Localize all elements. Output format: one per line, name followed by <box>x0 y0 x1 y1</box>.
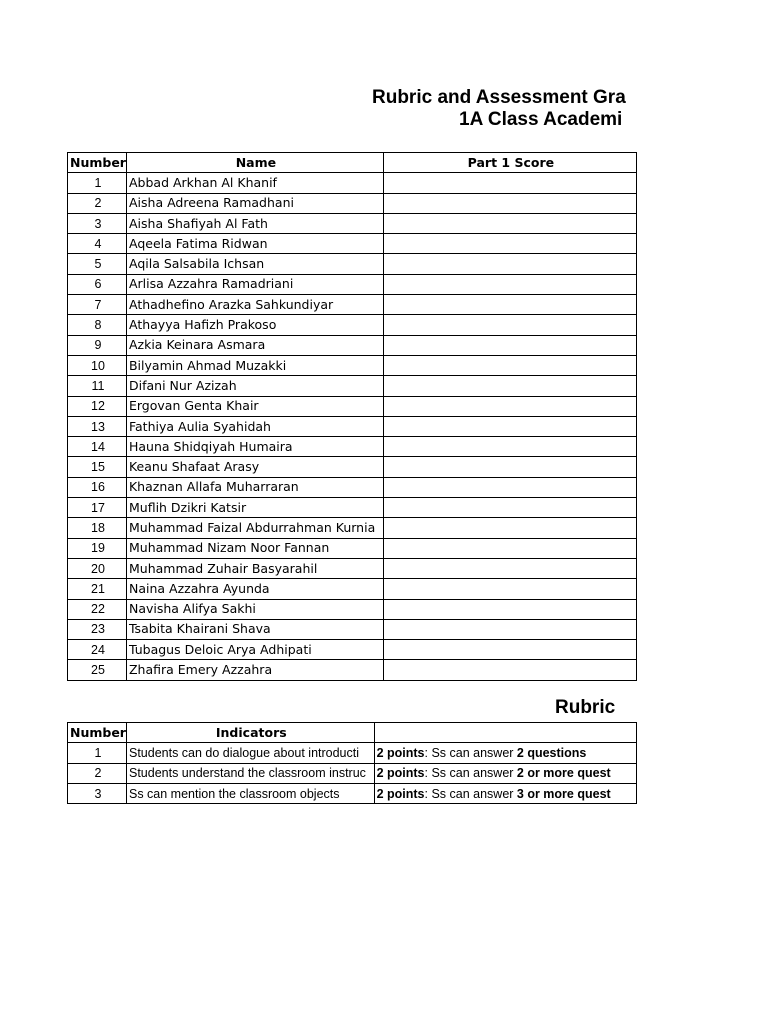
criteria-questions: 2 or more quest <box>516 766 611 781</box>
table-row <box>68 498 637 518</box>
student-number[interactable]: 19 <box>68 538 127 558</box>
part1-score-cell[interactable] <box>383 457 636 477</box>
part1-score-cell[interactable] <box>383 437 636 457</box>
student-name[interactable]: Keanu Shafaat Arasy <box>126 457 383 477</box>
student-name[interactable]: Azkia Keinara Asmara <box>126 335 383 355</box>
part1-score-cell[interactable] <box>383 335 636 355</box>
rubric-header-number: Number <box>68 723 127 743</box>
student-number[interactable]: 17 <box>68 498 127 518</box>
criteria-text: : Ss can answer <box>424 786 517 801</box>
part1-score-cell[interactable] <box>383 640 636 660</box>
student-number[interactable]: 21 <box>68 579 127 599</box>
student-number[interactable]: 5 <box>68 254 127 274</box>
table-row <box>68 376 637 396</box>
table-row <box>68 193 637 213</box>
rubric-number[interactable]: 1 <box>68 743 127 763</box>
part1-score-cell[interactable] <box>383 376 636 396</box>
rubric-header-indicators: Indicators <box>126 723 374 743</box>
criteria-points: 2 points <box>376 786 425 801</box>
rubric-table <box>67 722 637 804</box>
rubric-criteria[interactable] <box>374 763 636 783</box>
student-name[interactable]: Muhammad Faizal Abdurrahman Kurnia <box>126 518 383 538</box>
table-row <box>68 274 637 294</box>
student-number[interactable]: 23 <box>68 619 127 639</box>
rubric-table-body <box>68 743 637 804</box>
student-number[interactable]: 8 <box>68 315 127 335</box>
student-number[interactable]: 15 <box>68 457 127 477</box>
table-row <box>68 396 637 416</box>
student-name[interactable]: Fathiya Aulia Syahidah <box>126 416 383 436</box>
part1-score-cell[interactable] <box>383 355 636 375</box>
student-number[interactable]: 1 <box>68 173 127 193</box>
student-number[interactable]: 22 <box>68 599 127 619</box>
student-name[interactable]: Aisha Adreena Ramadhani <box>126 193 383 213</box>
student-number[interactable]: 2 <box>68 193 127 213</box>
rubric-indicator[interactable]: Ss can mention the classroom objects <box>126 783 374 803</box>
students-table-body <box>68 173 637 680</box>
part1-score-cell[interactable] <box>383 660 636 680</box>
part1-score-cell[interactable] <box>383 518 636 538</box>
student-name[interactable]: Difani Nur Azizah <box>126 376 383 396</box>
student-name[interactable]: Aisha Shafiyah Al Fath <box>126 213 383 233</box>
student-number[interactable]: 3 <box>68 213 127 233</box>
table-row <box>68 315 637 335</box>
table-row <box>68 599 637 619</box>
part1-score-cell[interactable] <box>383 173 636 193</box>
student-number[interactable]: 18 <box>68 518 127 538</box>
student-number[interactable]: 4 <box>68 234 127 254</box>
student-number[interactable]: 16 <box>68 477 127 497</box>
rubric-header-criteria <box>374 723 636 743</box>
table-row <box>68 295 637 315</box>
student-name[interactable]: Muhammad Nizam Noor Fannan <box>126 538 383 558</box>
criteria-points: 2 points <box>376 766 425 781</box>
student-number[interactable]: 12 <box>68 396 127 416</box>
table-row <box>68 437 637 457</box>
students-header-row <box>68 153 637 173</box>
table-row <box>68 173 637 193</box>
table-row <box>68 416 637 436</box>
student-number[interactable]: 13 <box>68 416 127 436</box>
part1-score-cell[interactable] <box>383 599 636 619</box>
rubric-criteria[interactable] <box>374 783 636 803</box>
student-name[interactable]: Abbad Arkhan Al Khanif <box>126 173 383 193</box>
student-name[interactable]: Hauna Shidqiyah Humaira <box>126 437 383 457</box>
table-row <box>68 335 637 355</box>
column-header-part1-score: Part 1 Score <box>383 153 636 173</box>
part1-score-cell[interactable] <box>383 396 636 416</box>
student-number[interactable]: 9 <box>68 335 127 355</box>
table-row <box>68 743 637 763</box>
part1-score-cell[interactable] <box>383 558 636 578</box>
table-row <box>68 558 637 578</box>
student-number[interactable]: 7 <box>68 295 127 315</box>
rubric-indicator[interactable]: Students can do dialogue about introducti <box>126 743 374 763</box>
student-name[interactable]: Aqila Salsabila Ichsan <box>126 254 383 274</box>
student-number[interactable]: 6 <box>68 274 127 294</box>
table-row <box>68 254 637 274</box>
student-number[interactable]: 25 <box>68 660 127 680</box>
part1-score-cell[interactable] <box>383 619 636 639</box>
student-number[interactable]: 10 <box>68 355 127 375</box>
part1-score-cell[interactable] <box>383 579 636 599</box>
student-name[interactable]: Tsabita Khairani Shava <box>126 619 383 639</box>
part1-score-cell[interactable] <box>383 254 636 274</box>
table-row <box>68 518 637 538</box>
student-name[interactable]: Zhafira Emery Azzahra <box>126 660 383 680</box>
rubric-number[interactable]: 2 <box>68 763 127 783</box>
student-number[interactable]: 11 <box>68 376 127 396</box>
student-name[interactable]: Ergovan Genta Khair <box>126 396 383 416</box>
student-name[interactable]: Aqeela Fatima Ridwan <box>126 234 383 254</box>
part1-score-cell[interactable] <box>383 213 636 233</box>
students-table <box>67 152 637 681</box>
table-row <box>68 457 637 477</box>
student-number[interactable]: 24 <box>68 640 127 660</box>
student-name[interactable]: Arlisa Azzahra Ramadriani <box>126 274 383 294</box>
student-number[interactable]: 14 <box>68 437 127 457</box>
table-row <box>68 538 637 558</box>
rubric-title: Rubric <box>555 697 616 718</box>
table-row <box>68 763 637 783</box>
student-name[interactable]: Navisha Alifya Sakhi <box>126 599 383 619</box>
part1-score-cell[interactable] <box>383 498 636 518</box>
student-name[interactable]: Tubagus Deloic Arya Adhipati <box>126 640 383 660</box>
table-row <box>68 619 637 639</box>
part1-score-cell[interactable] <box>383 315 636 335</box>
sheet-title: Rubric and Assessment Gra <box>372 87 626 108</box>
part1-score-cell[interactable] <box>383 538 636 558</box>
student-name[interactable]: Khaznan Allafa Muharraran <box>126 477 383 497</box>
part1-score-cell[interactable] <box>383 193 636 213</box>
rubric-header-row <box>68 723 637 743</box>
table-row <box>68 234 637 254</box>
table-row <box>68 213 637 233</box>
part1-score-cell[interactable] <box>383 477 636 497</box>
part1-score-cell[interactable] <box>383 416 636 436</box>
rubric-number[interactable]: 3 <box>68 783 127 803</box>
student-name[interactable]: Athadhefino Arazka Sahkundiyar <box>126 295 383 315</box>
student-name[interactable]: Athayya Hafizh Prakoso <box>126 315 383 335</box>
table-row <box>68 477 637 497</box>
criteria-text: : Ss can answer <box>424 745 517 760</box>
rubric-indicator[interactable]: Students understand the classroom instruc <box>126 763 374 783</box>
table-row <box>68 579 637 599</box>
part1-score-cell[interactable] <box>383 274 636 294</box>
table-row <box>68 783 637 803</box>
student-name[interactable]: Naina Azzahra Ayunda <box>126 579 383 599</box>
column-header-number: Number <box>68 153 127 173</box>
sheet-subtitle: 1A Class Academi <box>459 109 623 130</box>
student-name[interactable]: Bilyamin Ahmad Muzakki <box>126 355 383 375</box>
table-row <box>68 640 637 660</box>
student-name[interactable]: Muflih Dzikri Katsir <box>126 498 383 518</box>
student-number[interactable]: 20 <box>68 558 127 578</box>
rubric-criteria[interactable] <box>374 743 636 763</box>
criteria-text: : Ss can answer <box>424 766 517 781</box>
part1-score-cell[interactable] <box>383 234 636 254</box>
table-row <box>68 660 637 680</box>
criteria-questions: 2 questions <box>516 745 587 760</box>
criteria-questions: 3 or more quest <box>516 786 611 801</box>
part1-score-cell[interactable] <box>383 295 636 315</box>
student-name[interactable]: Muhammad Zuhair Basyarahil <box>126 558 383 578</box>
column-header-name: Name <box>126 153 383 173</box>
table-row <box>68 355 637 375</box>
criteria-points: 2 points <box>376 745 425 760</box>
